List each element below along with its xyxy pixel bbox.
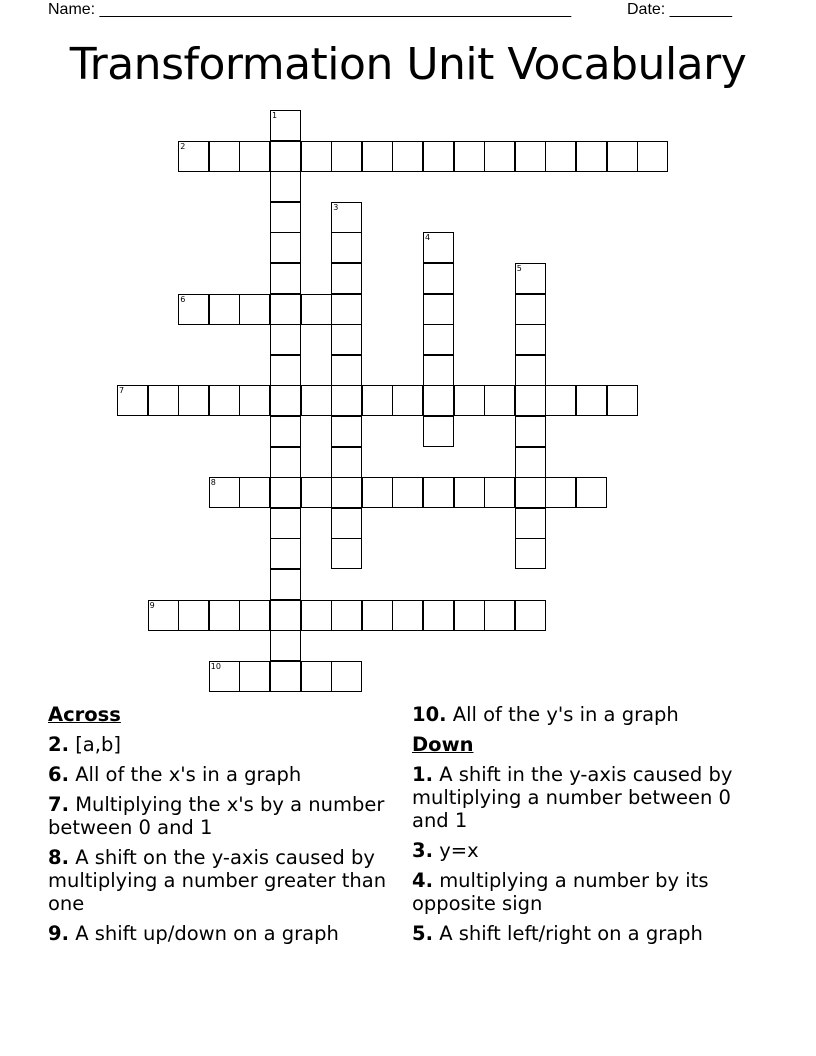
clue-text: y=x — [439, 839, 479, 862]
grid-cell[interactable] — [576, 477, 607, 508]
clue-column-left — [48, 703, 398, 952]
clue-across-10 — [412, 703, 752, 726]
grid-cell[interactable] — [239, 600, 270, 631]
clue-down-1 — [412, 763, 752, 832]
grid-cell[interactable] — [209, 661, 240, 692]
grid-cell[interactable] — [362, 385, 393, 416]
grid-cell[interactable] — [331, 477, 362, 508]
grid-cell[interactable] — [576, 385, 607, 416]
clue-text: [a,b] — [75, 733, 121, 756]
page-title: Transformation Unit Vocabulary — [69, 39, 747, 90]
clue-number: 8. — [48, 846, 69, 869]
across-heading: Across — [48, 703, 121, 726]
clue-across-2 — [48, 733, 398, 756]
grid-cell[interactable] — [239, 141, 270, 172]
grid-cell[interactable] — [362, 141, 393, 172]
grid-cell[interactable] — [270, 661, 301, 692]
grid-cell[interactable] — [239, 477, 270, 508]
grid-cell[interactable] — [209, 600, 240, 631]
grid-cell[interactable] — [270, 294, 301, 325]
clue-down-4 — [412, 869, 752, 915]
grid-cell[interactable] — [331, 141, 362, 172]
grid-cell[interactable] — [515, 324, 546, 355]
grid-cell[interactable] — [301, 294, 332, 325]
clue-down-5 — [412, 922, 752, 945]
grid-cell[interactable] — [331, 324, 362, 355]
grid-cell[interactable] — [607, 385, 638, 416]
grid-cell[interactable] — [209, 477, 240, 508]
grid-cell[interactable] — [484, 385, 515, 416]
clue-across-9 — [48, 922, 398, 945]
clue-text: A shift up/down on a graph — [75, 922, 339, 945]
clue-number: 10. — [412, 703, 447, 726]
cell-number: 1 — [272, 111, 278, 120]
clue-number: 2. — [48, 733, 69, 756]
grid-cell[interactable] — [301, 385, 332, 416]
grid-cell[interactable] — [331, 294, 362, 325]
grid-cell[interactable] — [331, 538, 362, 569]
grid-cell[interactable] — [209, 385, 240, 416]
grid-cell[interactable] — [270, 538, 301, 569]
grid-cell[interactable] — [270, 569, 301, 600]
grid-cell[interactable] — [454, 477, 485, 508]
grid-cell[interactable] — [362, 477, 393, 508]
grid-cell[interactable] — [270, 416, 301, 447]
grid-cell[interactable] — [270, 447, 301, 478]
grid-cell[interactable] — [239, 661, 270, 692]
grid-cell[interactable] — [392, 141, 423, 172]
cell-number: 10 — [210, 661, 221, 671]
grid-cell[interactable] — [392, 477, 423, 508]
grid-cell[interactable] — [270, 630, 301, 661]
grid-cell[interactable] — [331, 355, 362, 386]
grid-cell[interactable] — [301, 141, 332, 172]
grid-cell[interactable] — [331, 508, 362, 539]
grid-cell[interactable] — [423, 416, 454, 447]
grid-cell[interactable] — [515, 600, 546, 631]
grid-cell[interactable] — [515, 294, 546, 325]
date-field[interactable]: Date: _______ — [627, 1, 732, 18]
grid-cell[interactable] — [454, 141, 485, 172]
grid-cell[interactable] — [423, 324, 454, 355]
grid-cell[interactable] — [270, 171, 301, 202]
grid-cell[interactable] — [270, 232, 301, 263]
grid-cell[interactable] — [178, 385, 209, 416]
grid-cell[interactable] — [454, 385, 485, 416]
clue-text: All of the x's in a graph — [75, 763, 302, 786]
clue-number: 4. — [412, 869, 433, 892]
cell-number: 8 — [210, 478, 216, 488]
grid-cell[interactable] — [270, 355, 301, 386]
grid-cell[interactable] — [209, 141, 240, 172]
clue-number: 1. — [412, 763, 433, 786]
grid-cell[interactable] — [178, 600, 209, 631]
clue-number: 3. — [412, 839, 433, 862]
grid-cell[interactable] — [515, 508, 546, 539]
grid-cell[interactable] — [239, 294, 270, 325]
cell-number: 5 — [516, 264, 522, 273]
grid-cell[interactable] — [331, 600, 362, 631]
grid-cell[interactable] — [270, 600, 301, 631]
grid-cell[interactable] — [392, 385, 423, 416]
clue-across-7 — [48, 793, 398, 839]
grid-cell[interactable] — [270, 141, 301, 172]
grid-cell[interactable] — [301, 600, 332, 631]
cell-number: 7 — [119, 386, 125, 396]
grid-cell[interactable] — [239, 385, 270, 416]
grid-cell[interactable] — [331, 232, 362, 263]
grid-cell[interactable] — [515, 263, 546, 294]
clue-text: All of the y's in a graph — [452, 703, 679, 726]
cell-number: 9 — [149, 600, 155, 610]
grid-cell[interactable] — [270, 477, 301, 508]
grid-cell[interactable] — [515, 355, 546, 386]
clue-number: 5. — [412, 922, 433, 945]
grid-cell[interactable] — [515, 447, 546, 478]
grid-cell[interactable] — [270, 324, 301, 355]
grid-cell[interactable] — [423, 141, 454, 172]
clue-down-3 — [412, 839, 752, 862]
grid-cell[interactable] — [423, 600, 454, 631]
grid-cell[interactable] — [331, 385, 362, 416]
grid-cell[interactable] — [331, 263, 362, 294]
grid-cell[interactable] — [423, 263, 454, 294]
grid-cell[interactable] — [362, 600, 393, 631]
grid-cell[interactable] — [423, 232, 454, 263]
cell-number: 4 — [425, 233, 431, 243]
grid-cell[interactable] — [545, 385, 576, 416]
cell-number: 3 — [333, 202, 339, 212]
grid-cell[interactable] — [148, 600, 179, 631]
grid-cell[interactable] — [270, 385, 301, 416]
grid-cell[interactable] — [178, 141, 209, 172]
clue-text: multiplying a number by its opposite sign — [412, 869, 709, 915]
grid-cell[interactable] — [209, 294, 240, 325]
grid-cell[interactable] — [423, 294, 454, 325]
clue-text: A shift on the y-axis caused by multiplying a number greater than one — [48, 846, 387, 915]
grid-cell[interactable] — [484, 477, 515, 508]
clue-across-8 — [48, 846, 398, 915]
grid-cell[interactable] — [392, 600, 423, 631]
grid-cell[interactable] — [515, 416, 546, 447]
grid-cell[interactable] — [270, 508, 301, 539]
grid-cell[interactable] — [484, 600, 515, 631]
grid-cell[interactable] — [484, 141, 515, 172]
grid-cell[interactable] — [331, 416, 362, 447]
clue-number: 7. — [48, 793, 69, 816]
grid-cell[interactable] — [331, 447, 362, 478]
grid-cell[interactable] — [545, 477, 576, 508]
clue-text: A shift in the y-axis caused by multiplying a number between 0 and 1 — [412, 763, 733, 832]
down-heading: Down — [412, 733, 474, 756]
grid-cell[interactable] — [301, 661, 332, 692]
grid-cell[interactable] — [270, 202, 301, 233]
clue-number: 9. — [48, 922, 69, 945]
grid-cell[interactable] — [331, 661, 362, 692]
grid-cell[interactable] — [637, 141, 668, 172]
grid-cell[interactable] — [515, 477, 546, 508]
grid-cell[interactable] — [423, 355, 454, 386]
grid-cell[interactable] — [117, 385, 148, 416]
grid-cell[interactable] — [423, 477, 454, 508]
clue-text: Multiplying the x's by a number between 0 and 1 — [48, 793, 385, 839]
grid-cell[interactable] — [423, 385, 454, 416]
grid-cell[interactable] — [270, 110, 301, 141]
grid-cell[interactable] — [545, 141, 576, 172]
name-field[interactable]: Name: _____________________________________________________ — [48, 1, 572, 18]
clue-text: A shift left/right on a graph — [439, 922, 703, 945]
grid-cell[interactable] — [270, 263, 301, 294]
grid-cell[interactable] — [148, 385, 179, 416]
grid-cell[interactable] — [301, 477, 332, 508]
cell-number: 6 — [180, 294, 186, 304]
grid-cell[interactable] — [454, 600, 485, 631]
grid-cell[interactable] — [607, 141, 638, 172]
grid-cell[interactable] — [178, 294, 209, 325]
grid-cell[interactable] — [576, 141, 607, 172]
grid-cell[interactable] — [515, 385, 546, 416]
cell-number: 2 — [180, 141, 186, 151]
grid-cell[interactable] — [331, 202, 362, 233]
grid-cell[interactable] — [515, 141, 546, 172]
clue-number: 6. — [48, 763, 69, 786]
clue-column-right — [412, 703, 752, 952]
clue-across-6 — [48, 763, 398, 786]
grid-cell[interactable] — [515, 538, 546, 569]
